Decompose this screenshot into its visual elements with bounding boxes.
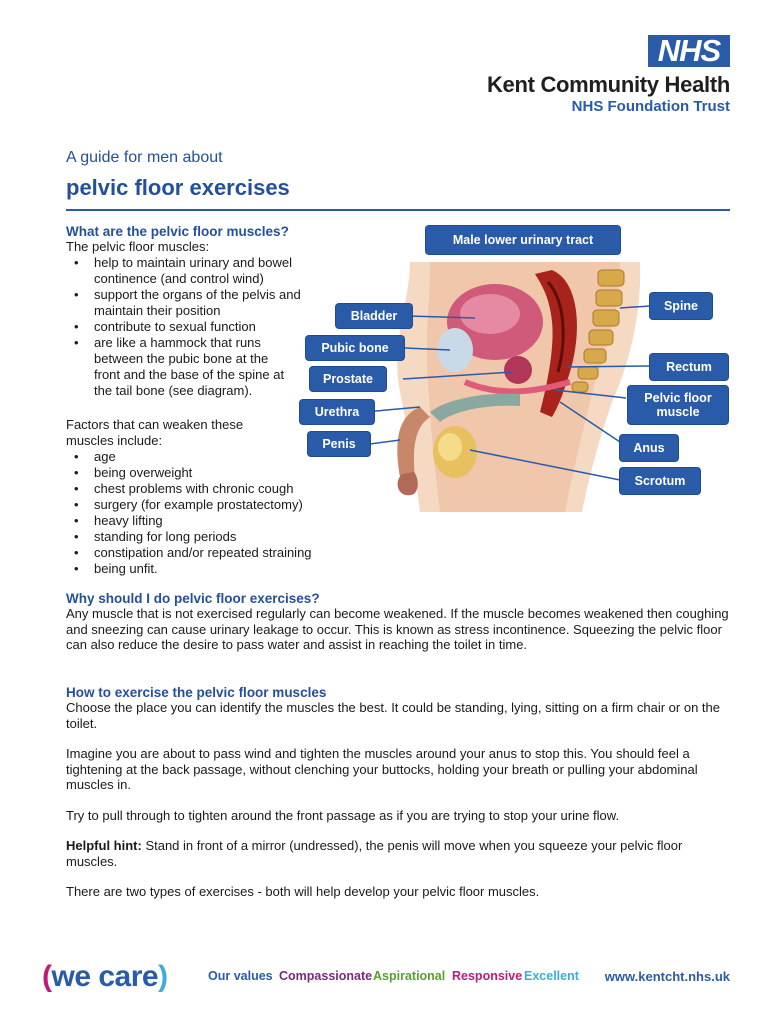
our-values-label: Our values [208,969,273,983]
doc-subtitle: A guide for men about [66,149,223,166]
org-subtitle: NHS Foundation Trust [571,98,730,115]
factors-intro: Factors that can weaken these muscles include: [66,417,244,448]
paragraph: Imagine you are about to pass wind and tighten the muscles around your anus to stop this. You should feel a tightening at the back passage, without clenching your buttocks, holding your breath or pulling your abdominal muscles in. [66,746,698,792]
value-excellent: Excellent [524,969,579,983]
value-compassionate: Compassionate [279,969,373,983]
bullet-list [66,255,328,399]
label-scrotum: Scrotum [620,468,700,494]
paragraph: There are two types of exercises - both will help develop your pelvic floor muscles. [66,884,540,899]
website-url[interactable]: www.kentcht.nhs.uk [604,969,730,984]
list-item: • being overweight [66,465,346,481]
doc-title: pelvic floor exercises [66,175,290,200]
anatomy-diagram [290,222,740,522]
label-bladder: Bladder [336,304,412,328]
list-item: • being unfit. [66,561,346,577]
paragraph: Choose the place you can identify the muscles the best. It could be standing, lying, sitting on a firm chair or on the toilet. [66,700,720,731]
section-heading: What are the pelvic floor muscles? [66,224,289,239]
section-body: Any muscle that is not exercised regularly can become weakened. If the muscle becomes weakened then coughing and sneezing can cause urinary leakage to occur. This is known as stress incontinence. Squeezing the pelvic floor can also reduce the desire to pass water and assist in reaching the toilet in time. [66,606,729,652]
helpful-hint [66,838,734,869]
hint-text: Stand in front of a mirror (undressed), the penis will move when you squeeze your pelvic floor muscles. [66,838,683,869]
value-responsive: Responsive [452,969,523,983]
org-name: Kent Community Health [486,72,730,97]
label-pelvic-floor-muscle: Pelvic floor muscle [628,386,728,424]
list-item: • contribute to sexual function [66,319,328,335]
label-penis: Penis [308,432,370,456]
label-urethra: Urethra [300,400,374,424]
list-item: • constipation and/or repeated straining [66,545,346,561]
label-pubic-bone: Pubic bone [306,336,404,360]
we-care-logo [42,960,168,994]
list-item: • help to maintain urinary and bowel continence (and control wind) [66,255,328,287]
bracket-left-icon: ( [42,960,52,993]
section-how [66,685,734,900]
bracket-right-icon: ) [158,960,168,993]
section-intro: The pelvic floor muscles: [66,239,210,254]
nhs-logo: NHS [648,35,730,67]
hint-label: Helpful hint: [66,838,142,853]
label-rectum: Rectum [650,354,728,380]
list-item: • heavy lifting [66,513,346,529]
list-item: • support the organs of the pelvis and maintain their position [66,287,328,319]
list-item: • are like a hammock that runs between the pubic bone at the front and the base of the spine at the tail bone (see diagram). [66,335,294,399]
list-item: • surgery (for example prostatectomy) [66,497,346,513]
label-prostate: Prostate [310,367,386,391]
value-aspirational: Aspirational [373,969,446,983]
diagram-title: Male lower urinary tract [426,226,620,254]
we-care-text: we care [51,960,159,993]
paragraph: Try to pull through to tighten around the front passage as if you are trying to stop your urine flow. [66,807,620,823]
section-heading: How to exercise the pelvic floor muscles [66,685,327,700]
list-item: • chest problems with chronic cough [66,481,346,497]
section-heading: Why should I do pelvic floor exercises? [66,591,320,606]
label-anus: Anus [620,435,678,461]
list-item: • age [66,449,346,465]
label-spine: Spine [650,293,712,319]
section-why [66,591,734,653]
list-item: • standing for long periods [66,529,346,545]
title-rule [66,209,730,211]
